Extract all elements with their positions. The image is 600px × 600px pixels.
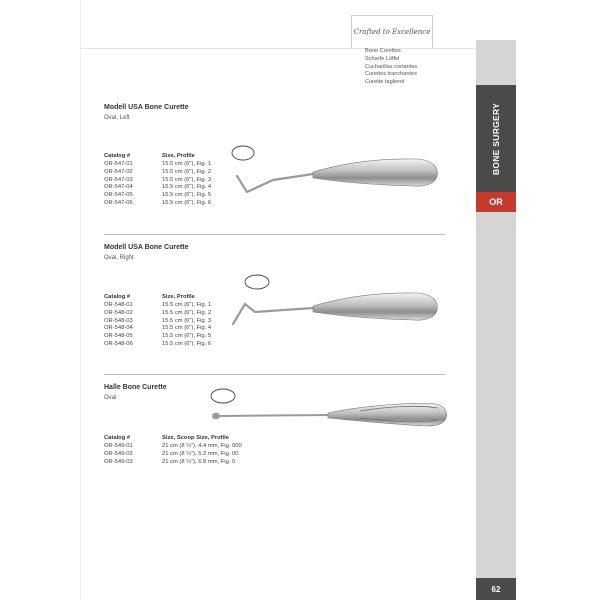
table-row bbox=[104, 200, 211, 208]
page-number: 62 bbox=[476, 578, 516, 600]
table-row bbox=[104, 169, 211, 177]
table-row bbox=[104, 459, 242, 467]
curette-right-illustration bbox=[225, 270, 455, 336]
section-divider bbox=[104, 234, 445, 235]
product-table bbox=[104, 293, 211, 349]
catalog-number: OR-547-04 bbox=[104, 184, 133, 191]
size-profile: 15.5 cm (6"), Fig. 3 bbox=[162, 176, 212, 183]
catalog-number: OR-548-06 bbox=[104, 340, 133, 347]
catalog-number: OR-549-01 bbox=[104, 443, 133, 449]
language-item: Bone Curettes bbox=[365, 48, 401, 54]
halle-curette-illustration bbox=[200, 384, 460, 436]
column-header: Catalog # bbox=[104, 153, 131, 159]
catalog-number: OR-548-03 bbox=[104, 317, 133, 324]
section-divider bbox=[104, 374, 445, 375]
scoop-outline-icon bbox=[211, 389, 235, 403]
category-label-wrap bbox=[476, 85, 516, 192]
section-title: Halle Bone Curette bbox=[104, 384, 167, 391]
language-item: Scharfe Löffel bbox=[365, 55, 400, 62]
language-item: Curettes tranchantes bbox=[365, 71, 417, 78]
catalog-number: OR-548-02 bbox=[104, 309, 133, 316]
table-row bbox=[104, 192, 211, 200]
size-profile: 15.5 cm (6"), Fig. 5 bbox=[162, 192, 212, 199]
catalog-number: OR-547-03 bbox=[104, 176, 133, 183]
table-row bbox=[104, 184, 211, 192]
catalog-number: OR-547-06 bbox=[104, 199, 133, 206]
size-profile: 15.5 cm (6"), Fig. 1 bbox=[162, 161, 212, 167]
catalog-number: OR-548-05 bbox=[104, 333, 133, 340]
catalog-number: OR-547-02 bbox=[104, 168, 133, 175]
language-item: Curette taglienti bbox=[365, 79, 405, 86]
table-header bbox=[104, 293, 211, 302]
table-row bbox=[104, 325, 211, 333]
scoop-outline-icon bbox=[245, 275, 269, 289]
catalog-number: OR-547-05 bbox=[104, 192, 133, 199]
product-table bbox=[104, 152, 211, 208]
catalog-number: OR-549-02 bbox=[104, 450, 133, 457]
catalog-number: OR-548-01 bbox=[104, 302, 133, 308]
section-title: Modell USA Bone Curette bbox=[104, 244, 189, 251]
catalog-number: OR-547-01 bbox=[104, 161, 133, 167]
column-header: Size, Profile bbox=[162, 294, 195, 300]
section-subtitle: Oval, Right bbox=[104, 255, 134, 261]
section-title: Modell USA Bone Curette bbox=[104, 104, 189, 111]
catalog-number: OR-549-03 bbox=[104, 458, 133, 465]
size-profile: 15.5 cm (6"), Fig. 2 bbox=[162, 309, 212, 316]
category-code-badge: OR bbox=[476, 192, 516, 212]
column-header: Catalog # bbox=[104, 435, 131, 441]
table-header bbox=[104, 152, 211, 161]
table-row bbox=[104, 451, 242, 459]
size-profile: 15.5 cm (6"), Fig. 1 bbox=[162, 302, 212, 308]
language-item: Cucharillas cortantes bbox=[365, 63, 418, 70]
brand-tagline: Crafted to Excellence bbox=[353, 28, 431, 36]
table-row bbox=[104, 302, 211, 310]
section-subtitle: Oval, Left bbox=[104, 115, 130, 121]
size-profile: 15.5 cm (6"), Fig. 3 bbox=[162, 317, 212, 324]
table-row bbox=[104, 443, 242, 451]
size-profile: 15.5 cm (6"), Fig. 6 bbox=[162, 199, 212, 206]
category-label: BONE SURGERY bbox=[491, 102, 501, 175]
size-profile: 21 cm (8 ¼"), 4.4 mm, Fig. 000 bbox=[162, 443, 242, 449]
brand-logo bbox=[351, 15, 433, 49]
size-profile: 15.5 cm (6"), Fig. 4 bbox=[162, 184, 212, 191]
table-row bbox=[104, 341, 211, 349]
table-row bbox=[104, 333, 211, 341]
table-row bbox=[104, 310, 211, 318]
table-row bbox=[104, 177, 211, 185]
size-profile: 15.5 cm (6"), Fig. 6 bbox=[162, 340, 212, 347]
language-list bbox=[365, 48, 417, 87]
product-table bbox=[104, 434, 242, 466]
column-header: Catalog # bbox=[104, 294, 131, 300]
table-row bbox=[104, 318, 211, 326]
column-header: Size, Profile bbox=[162, 153, 195, 159]
size-profile: 21 cm (8 ¼"), 5.2 mm, Fig. 00 bbox=[162, 450, 239, 457]
section-subtitle: Oval bbox=[104, 395, 117, 401]
catalog-number: OR-548-04 bbox=[104, 325, 133, 332]
size-profile: 15.5 cm (6"), Fig. 2 bbox=[162, 168, 212, 175]
column-header: Size, Scoop Size, Profile bbox=[162, 435, 230, 441]
size-profile: 21 cm (8 ¼"), 6.8 mm, Fig. 0 bbox=[162, 458, 236, 465]
scoop-outline-icon bbox=[232, 146, 254, 160]
table-row bbox=[104, 161, 211, 169]
size-profile: 15.5 cm (6"), Fig. 5 bbox=[162, 333, 212, 340]
curette-left-illustration bbox=[225, 140, 455, 210]
size-profile: 15.5 cm (6"), Fig. 4 bbox=[162, 325, 212, 332]
